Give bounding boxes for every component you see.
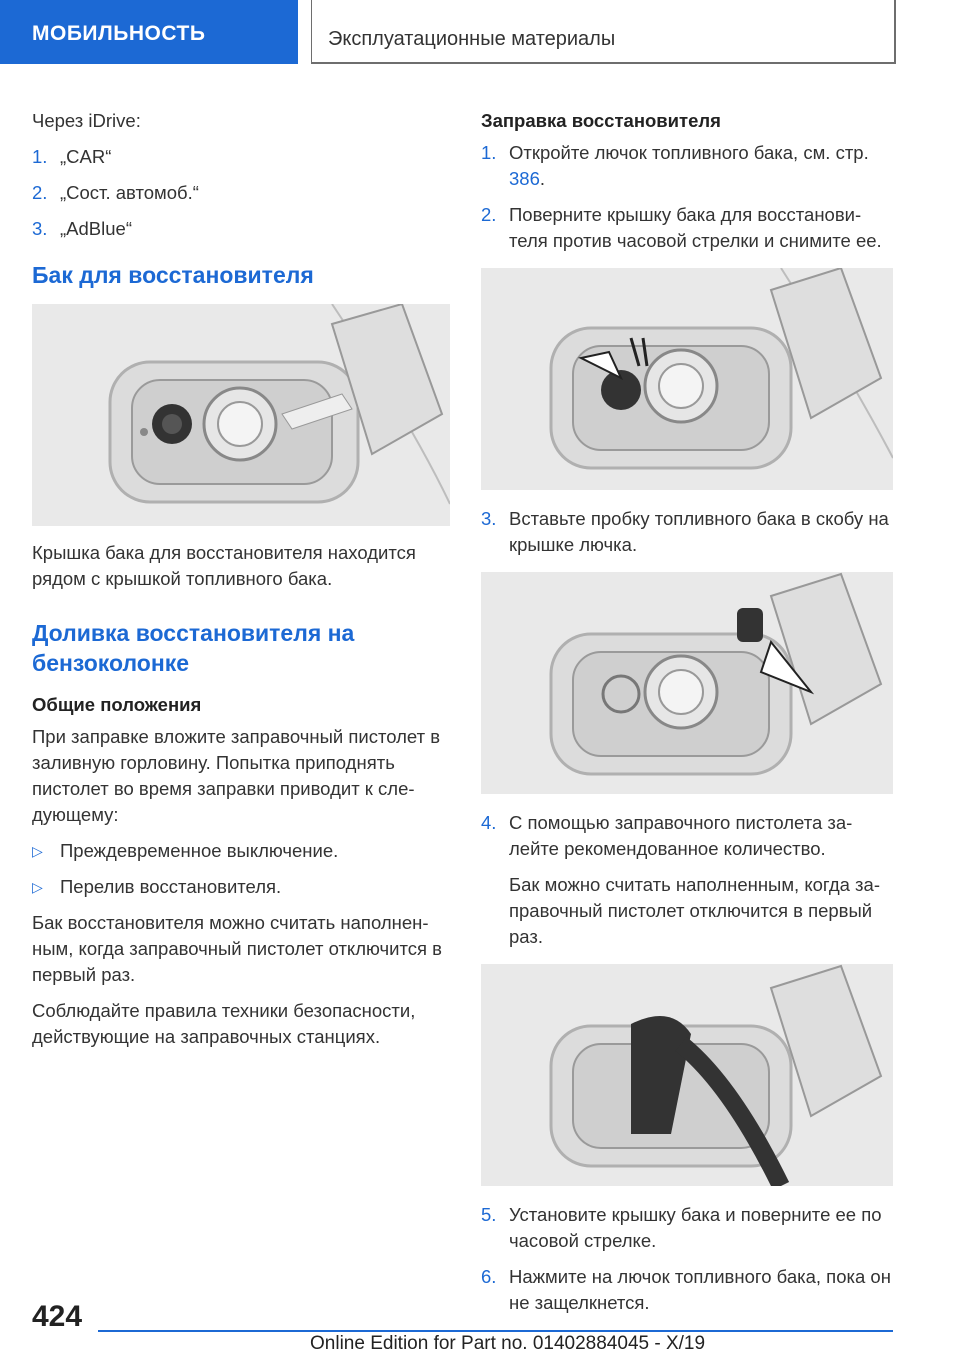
step-text: Вставьте пробку топливного бака в скобу на крышке лючка. <box>509 508 889 555</box>
step-number: 3. <box>32 218 48 239</box>
step-number: 1. <box>481 142 497 163</box>
section-tab <box>0 0 298 64</box>
refill-heading: Доливка восстановителя на бензоколонке <box>32 620 355 676</box>
cap-removal-photo <box>481 268 893 490</box>
step-number: 2. <box>481 204 497 225</box>
full-text: Бак восстановителя можно считать наполненным, когда заправочный пистолет отключится в первый раз. <box>32 912 442 985</box>
tank-caption: Крышка бака для восстановителя находится рядом с крышкой топливного бака. <box>32 542 416 589</box>
cap-storage-photo <box>481 572 893 794</box>
intro-text: Через iDrive: <box>32 110 141 131</box>
step-note: Бак можно считать наполненным, когда заправочный пистолет отключится в первый раз. <box>509 874 881 947</box>
list-item <box>32 216 450 242</box>
left-column <box>32 108 450 1060</box>
list-item <box>481 1202 893 1254</box>
step-text-part: С помощью заправочного пистолета залейте рекомендованное количество. <box>509 812 853 859</box>
step-text <box>509 140 893 192</box>
general-heading: Общие положения <box>32 694 202 715</box>
step-number: 6. <box>481 1266 497 1287</box>
section-title: МОБИЛЬНОСТЬ <box>32 22 206 45</box>
list-item <box>481 810 893 950</box>
step-text: „Сост. автомоб.“ <box>60 182 199 203</box>
triangle-bullet-icon: ▷ <box>32 843 43 859</box>
list-item <box>481 140 893 192</box>
step-text: Установите крышку бака и поверните ее по часовой стрелке. <box>509 1204 882 1251</box>
step-text-part: . <box>539 168 546 189</box>
bullet-text: Преждевременное выключение. <box>60 840 339 861</box>
right-column <box>481 108 893 1326</box>
tank-heading: Бак для восстановителя <box>32 262 314 288</box>
step-number: 2. <box>32 182 48 203</box>
list-item <box>32 874 450 900</box>
list-item <box>32 144 450 170</box>
footer-edition: Online Edition for Part no. 01402884045 - X/19 <box>310 1333 706 1354</box>
step-text-part: Откройте лючок топливного бака, см. стр. <box>509 142 869 163</box>
refilling-photo <box>481 964 893 1186</box>
step-text <box>509 810 893 950</box>
triangle-bullet-icon: ▷ <box>32 879 43 895</box>
list-item <box>481 202 893 254</box>
step-text: Поверните крышку бака для восстановителя против часовой стрелки и снимите ее. <box>509 204 882 251</box>
step-text: Нажмите на лючок топливного бака, пока он не защелкнется. <box>509 1266 891 1313</box>
chapter-header <box>311 0 896 64</box>
step-text: „AdBlue“ <box>60 218 132 239</box>
bullet-text: Перелив восстановителя. <box>60 876 282 897</box>
list-item <box>481 1264 893 1316</box>
step-number: 3. <box>481 508 497 529</box>
page-number: 424 <box>32 1300 83 1333</box>
footer-divider <box>98 1330 893 1332</box>
step-number: 1. <box>32 146 48 167</box>
safety-text: Соблюдайте правила техники безопасности, действующие на заправочных станциях. <box>32 1000 416 1047</box>
page-link[interactable]: 386 <box>509 168 540 189</box>
step-number: 4. <box>481 812 497 833</box>
tank-photo <box>32 304 450 526</box>
step-text: „CAR“ <box>60 146 112 167</box>
step-number: 5. <box>481 1204 497 1225</box>
list-item <box>32 838 450 864</box>
chapter-title: Эксплуатационные материалы <box>328 28 616 50</box>
list-item <box>481 506 893 558</box>
refuel-heading: Заправка восстановителя <box>481 110 721 131</box>
general-text: При заправке вложите заправочный пистолет в заливную горловину. Попытка приподнять пистолет во время заправки приводит к следующему: <box>32 726 441 825</box>
list-item <box>32 180 450 206</box>
